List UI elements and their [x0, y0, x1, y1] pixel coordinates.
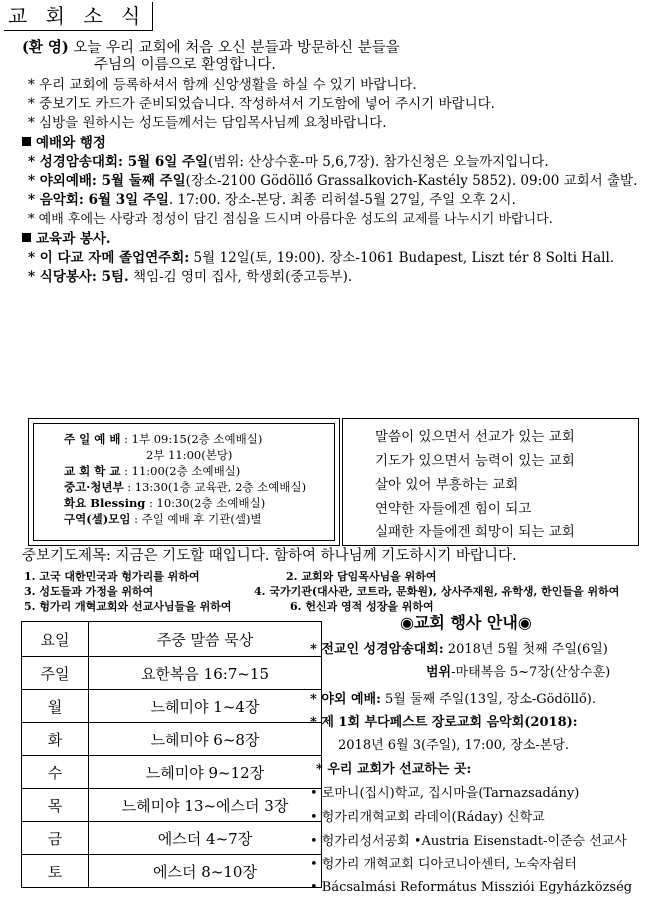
page-title: 교 회 소 식 [4, 2, 153, 31]
church-motto-box [342, 418, 639, 546]
prayer-item-4: 4. 국가기관(대사관, 코트라, 문화원), 상사주재원, 유학생, 한인들을 위하여 [254, 585, 620, 598]
event-line-6: * 우리 교회가 선교하는 곳: [316, 762, 472, 777]
notice-1: * 우리 교회에 등록하셔서 함께 신앙생활을 하실 수 있기 바랍니다. [28, 77, 417, 93]
prayer-title: 중보기도제목: 지금은 기도할 때입니다. 함하여 하나님께 기도하시기 바랍니다. [22, 548, 517, 564]
header-reading: 주중 말씀 묵상 [89, 622, 322, 657]
schedule-row-5: 화요 Blessing : 10:30(2층 소예배실) [64, 496, 266, 510]
table-row: 월 느헤미야 1~4장 [22, 690, 322, 723]
schedule-row-2: 2부 11:00(본당) [146, 448, 233, 462]
motto-2: 기도가 있으면서 능력이 있는 교회 [375, 453, 575, 469]
square-bullet-icon [22, 233, 31, 242]
table-row: 화 느헤미야 6~8장 [22, 723, 322, 756]
welcome-text-2: 주님의 이름으로 환영합니다. [94, 57, 276, 73]
schedule-row-6: 구역(셀)모임 : 주일 예배 후 기관(셀)별 [64, 512, 262, 526]
worship-item-2: * 야외예배: 5월 둘째 주일(장소-2100 Gödöllő Grassalkovich-Kastély 5852). 09:00 교회서 출발. [28, 173, 638, 189]
mission-1: • 로마니(집시)학교, 집시마을(Tarnazsadány) [310, 786, 580, 801]
notice-2: * 중보기도 카드가 준비되었습니다. 작성하셔서 기도함에 넣어 주시기 바랍니다. [28, 96, 495, 112]
worship-schedule-box [28, 418, 340, 546]
schedule-row-3: 교 회 학 교 : 11:00(2층 소예배실) [64, 464, 241, 478]
event-line-2: 범위-마태복음 5~7장(산상수훈) [426, 665, 611, 680]
table-row: 토 에스더 8~10장 [22, 855, 322, 888]
education-item-2: * 식당봉사: 5팀. 책임-김 영미 집사, 학생회(중고등부). [28, 269, 353, 285]
motto-5: 실패한 자들에겐 희망이 되는 교회 [375, 524, 575, 540]
mission-3: • 헝가리성서공회 •Austria Eisenstadt-이준승 선교사 [310, 834, 627, 849]
welcome-line-1 [22, 38, 400, 58]
weekly-meditation-table [21, 621, 322, 888]
worship-item-4: * 예배 후에는 사랑과 정성이 담긴 점심을 드시며 아름다운 성도의 교제를 나누시기 바랍니다. [28, 212, 553, 227]
worship-item-1: * 성경암송대회: 5월 6일 주일(범위: 산상수훈-마 5,6,7장). 참가신청은 오늘까지입니다. [28, 154, 549, 170]
event-line-5: 2018년 6월 3(주일), 17:00, 장소-본당. [338, 738, 570, 753]
prayer-item-2: 2. 교회와 담임목사님을 위하여 [286, 570, 437, 583]
schedule-row-4: 중고·청년부 : 13:30(1층 교육관, 2층 소예배실) [64, 480, 307, 494]
worship-heading: 예배와 행정 [22, 134, 106, 153]
table-row: 주일 요한복음 16:7~15 [22, 657, 322, 690]
prayer-item-6: 6. 헌신과 영적 성장을 위하여 [290, 600, 434, 613]
motto-4: 연약한 자들에겐 힘이 되고 [375, 501, 532, 517]
prayer-item-3: 3. 성도들과 가정을 위하여 [24, 585, 154, 598]
events-title: ◉교회 행사 안내◉ [400, 613, 532, 632]
mission-4: • 헝가리 개혁교회 디아코니아센터, 노숙자쉼터 [310, 857, 577, 872]
mission-5: • Bácsalmási Református Missziói Egyházközség [310, 880, 633, 895]
motto-1: 말씀이 있으면서 선교가 있는 교회 [375, 429, 575, 445]
table-row: 금 에스더 4~7장 [22, 822, 322, 855]
notice-3: * 심방을 원하시는 성도들께서는 담임목사님께 요청바랍니다. [28, 115, 387, 131]
event-line-3: * 야외 예배: 5월 둘째 주일(13일, 장소-Gödöllő). [310, 692, 596, 707]
event-line-4: * 제 1회 부다페스트 장로교회 음악회(2018): [310, 715, 578, 730]
header-day: 요일 [22, 622, 89, 657]
welcome-text-1: 오늘 우리 교회에 처음 오신 분들과 방문하신 분들을 [73, 40, 400, 56]
table-row: 수 느헤미야 9~12장 [22, 756, 322, 789]
education-heading: 교육과 봉사. [22, 230, 111, 249]
prayer-item-1: 1. 고국 대한민국과 헝가리를 위하여 [24, 570, 200, 583]
schedule-row-1: 주 일 예 배 : 1부 09:15(2층 소예배실) [64, 432, 263, 446]
mission-2: • 헝가리개혁교회 라데이(Ráday) 신학교 [310, 810, 545, 825]
table-header-row [22, 622, 322, 657]
square-bullet-icon [22, 137, 31, 146]
motto-3: 살아 있어 부흥하는 교회 [375, 477, 519, 493]
education-item-1: * 이 다교 자메 졸업연주회: 5월 12일(토, 19:00). 장소-1061 Budapest, Liszt tér 8 Solti Hall. [28, 250, 615, 266]
welcome-label: (환 영) [22, 39, 69, 56]
table-row: 목 느헤미야 13~에스더 3장 [22, 789, 322, 822]
worship-item-3: * 음악회: 6월 3일 주일. 17:00. 장소-본당. 최종 리허설-5월 27일, 주일 오후 2시. [28, 192, 516, 208]
event-line-1: * 전교인 성경암송대회: 2018년 5월 첫째 주일(6일) [310, 642, 608, 657]
prayer-item-5: 5. 헝가리 개혁교회와 선교사님들을 위하여 [24, 600, 232, 613]
